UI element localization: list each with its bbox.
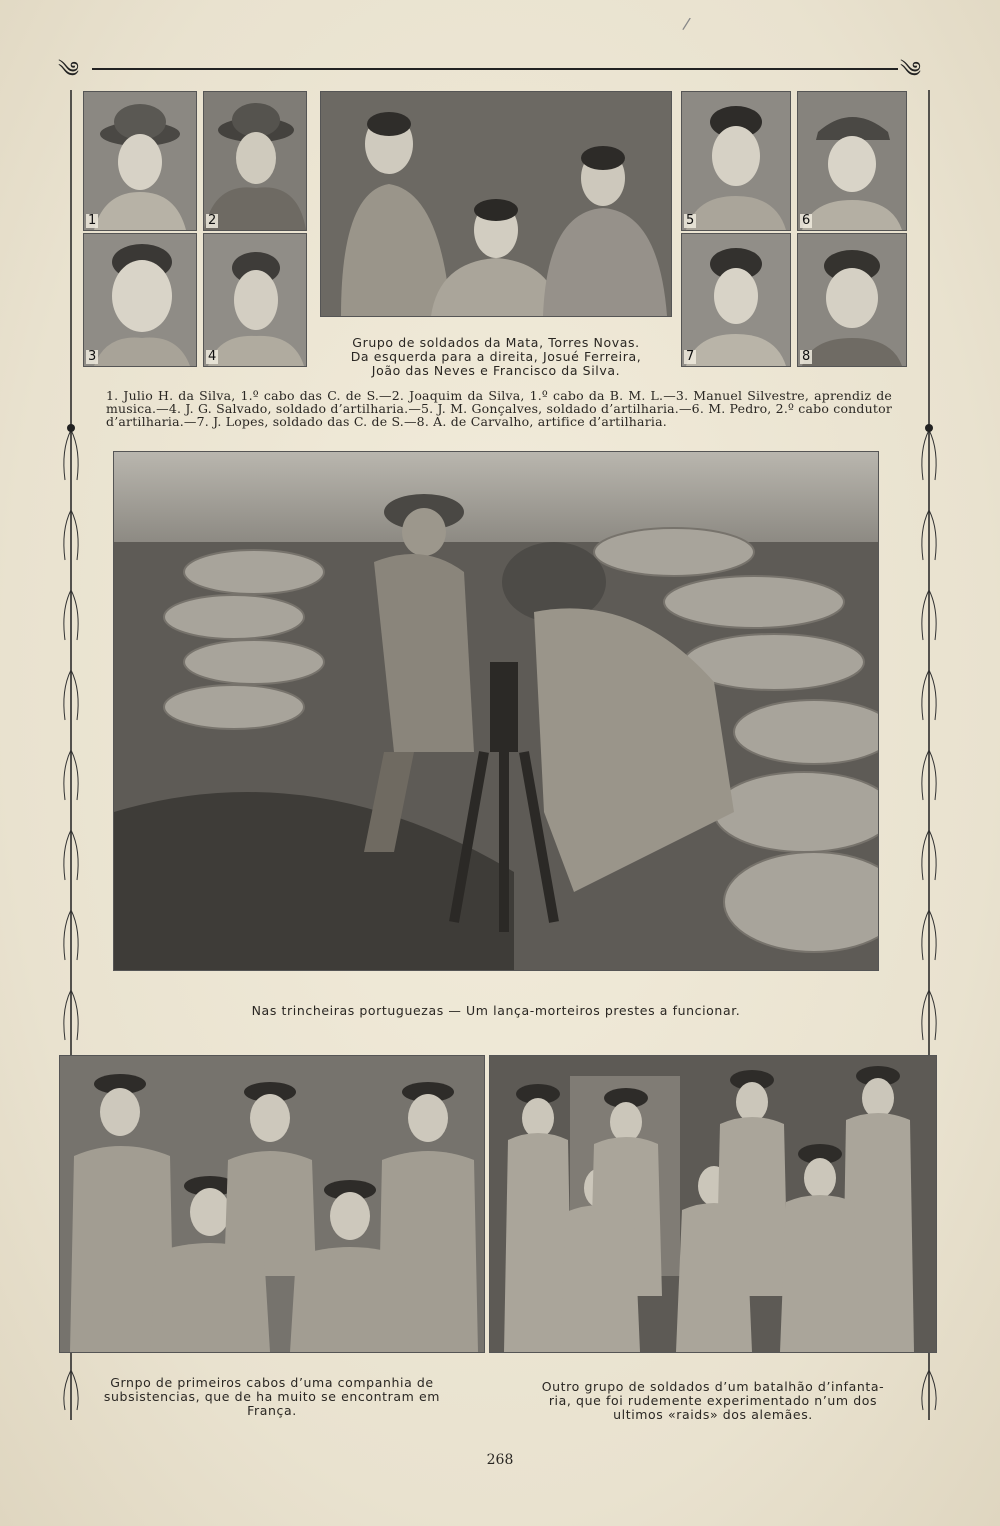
corner-ornament-left-icon: ༄ — [58, 58, 80, 83]
group-photo-caption — [321, 336, 671, 378]
infantry-caption-line: ultimos «raids» dos alemães. — [613, 1407, 813, 1422]
portrait-number: 7 — [686, 349, 695, 364]
portrait-photo-1 — [84, 92, 196, 230]
portrait-number: 8 — [802, 349, 811, 364]
infantry-caption-line: Outro grupo de soldados d’um batalhão d’infanta- — [541, 1379, 885, 1394]
portrait-number: 1 — [88, 213, 97, 228]
portrait-photo-8 — [798, 234, 906, 366]
portrait-number: 6 — [802, 213, 811, 228]
corner-ornament-right-icon: ༄ — [900, 58, 922, 83]
portrait-number: 2 — [208, 213, 217, 228]
group-caption-line: Da esquerda para a direita, Josué Ferreira, — [350, 349, 642, 364]
subsistence-caption-line: França. — [247, 1403, 297, 1418]
portrait-number: 3 — [88, 349, 97, 364]
infantry-battalion-photo — [490, 1056, 936, 1352]
subsistence-caption — [60, 1376, 484, 1418]
portrait-photo-2 — [204, 92, 306, 230]
portrait-number: 5 — [686, 213, 695, 228]
portrait-photo-3 — [84, 234, 196, 366]
portrait-number: 4 — [208, 349, 217, 364]
subsistence-corporals-photo — [60, 1056, 484, 1352]
portrait-legend: 1. Julio H. da Silva, 1.º cabo das C. de S.—2. Joaquim da Silva, 1.º cabo da B. M. L.—3. Manuel Silvestre, aprendiz de musica.—4. J. G. Salvado, soldado d’artilharia.—5. J. M. Gonçalves, soldado d’artilharia.—6. M. Pedro, 2.º cabo condutor d’artilharia.—7. J. Lopes, soldado das C. de S.—8. A. de Carvalho, artifice d’artilharia. — [106, 388, 892, 429]
portrait-photo-7 — [682, 234, 790, 366]
group-caption-line: João das Neves e Francisco da Silva. — [371, 363, 621, 378]
portrait-photo-5 — [682, 92, 790, 230]
group-caption-line: Grupo de soldados da Mata, Torres Novas. — [352, 335, 640, 350]
page-number: 268 — [486, 1452, 514, 1468]
trench-photo-caption: Nas trincheiras portuguezas — Um lança-morteiros prestes a funcionar. — [251, 1003, 741, 1018]
frame-top-rule — [92, 68, 898, 70]
portrait-photo-4 — [204, 234, 306, 366]
subsistence-caption-line: Grnpo de primeiros cabos d’uma companhia de — [110, 1375, 434, 1390]
group-photo-mata — [321, 92, 671, 316]
portrait-photo-6 — [798, 92, 906, 230]
infantry-caption — [490, 1380, 936, 1422]
subsistence-caption-line: subsistencias, que de ha muito se encontram em — [103, 1389, 441, 1404]
infantry-caption-line: ria, que foi rudemente experimentado n’um dos — [548, 1393, 878, 1408]
trench-mortar-photo — [114, 452, 878, 970]
pencil-mark: / — [681, 13, 692, 34]
